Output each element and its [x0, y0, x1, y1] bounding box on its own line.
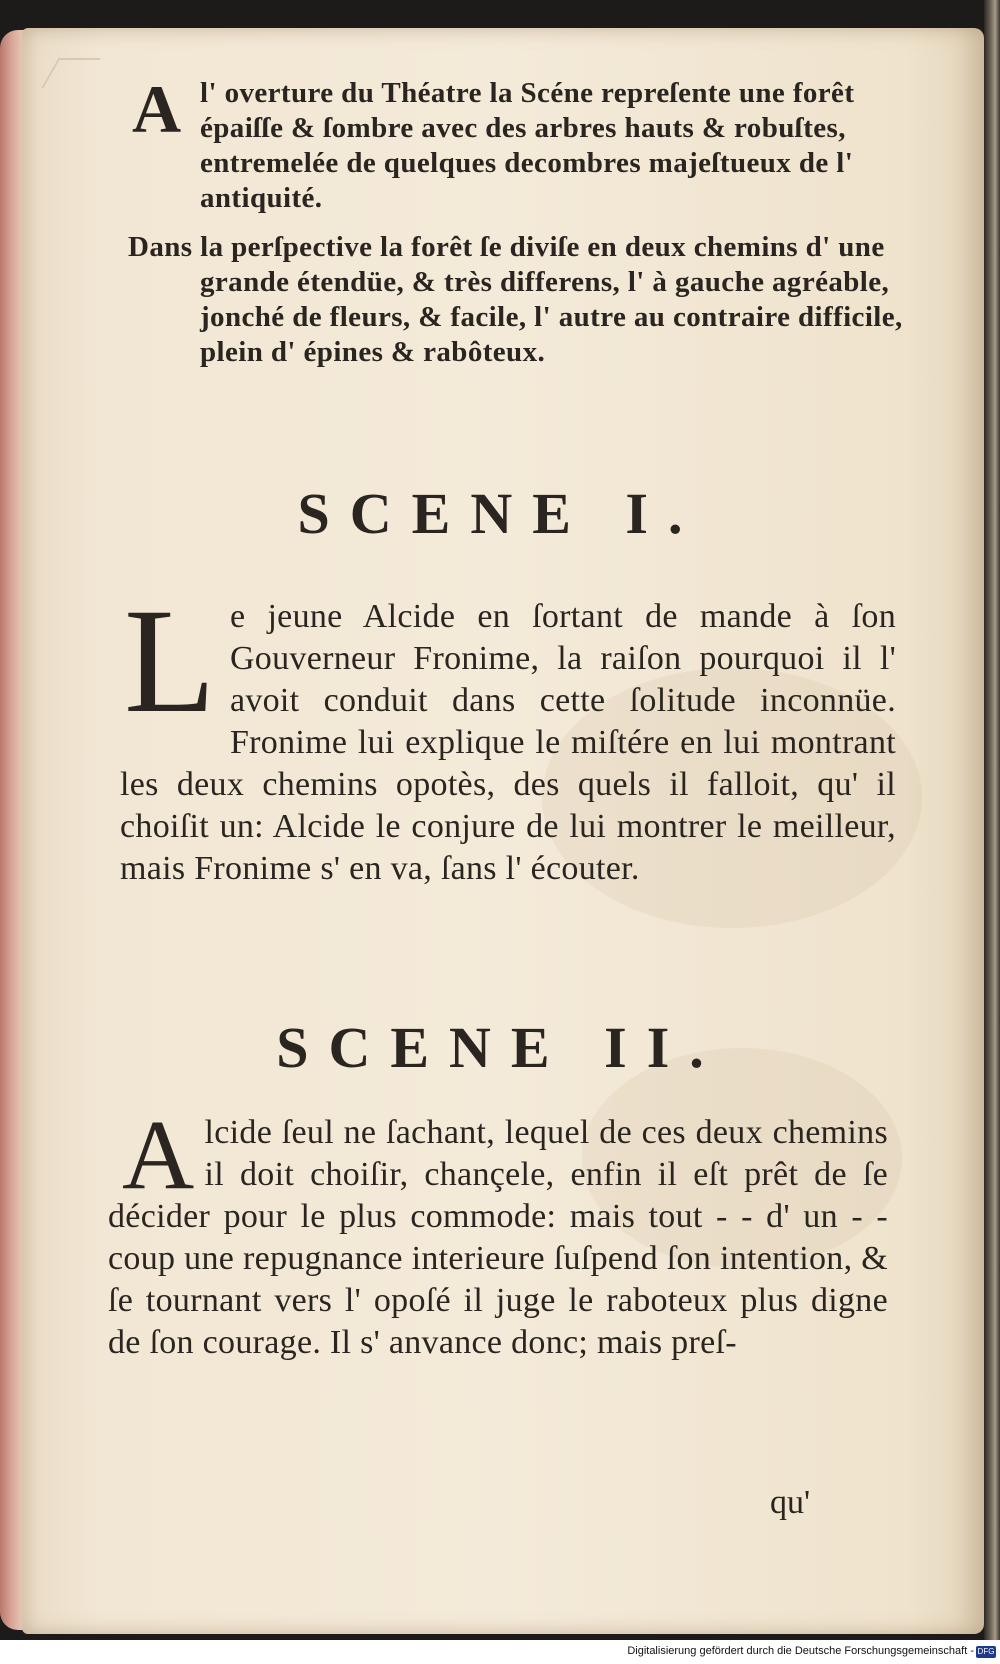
stage-direction-paragraph-1 — [128, 71, 910, 216]
scene-2-paragraph: lcide ſeul ne ſachant, lequel de ces deux chemins il doit choiſir, chançele, enfin il eſt prêt de ſe décider pour le plus commode: mais tout - - d' un - - coup une repugnance interieure ſuſpend ſon intention, & ſe tournant vers l' opoſé il juge le raboteux plus digne de ſon courage. Il s' anvance donc; mais preſ- — [108, 1114, 888, 1361]
drop-cap: L — [124, 578, 216, 744]
page-corner-fold — [41, 58, 100, 88]
drop-cap: A — [122, 1099, 195, 1210]
catchword: qu' — [770, 1484, 811, 1521]
scene-2-text — [108, 1099, 888, 1364]
dfg-logo: DFG — [977, 1647, 995, 1656]
scene-1-paragraph: e jeune Alcide en ſortant de mande à ſon Gouverneur Fronime, la raiſon pourquoi il l' avoit conduit dans cette ſolitude inconnüe. Fronime lui explique le miſtére en lui montrant les deux chemins opotès, des quels il falloit, qu' il choiſit un: Alcide le conjure de lui montrer le meilleur, mais Fronime s' en va, ſans l' écouter. — [120, 598, 896, 887]
digitization-credit: Digitalisierung gefördert durch die Deutsche Forschungsgemeinschaft - — [627, 1645, 974, 1657]
stage-direction-text: Dans la perſpective la forêt ſe diviſe en deux chemins d' une grande étendüe, & très differens, l' à gauche agréable, jonché de fleurs, & facile, l' autre au contraire difficile, plein d' épines & rabôteux. — [128, 231, 903, 368]
stage-direction-paragraph-2 — [128, 230, 910, 370]
adjacent-page-edge — [984, 0, 1000, 1640]
scene-1-text — [120, 578, 896, 890]
drop-cap: A — [132, 71, 182, 147]
scene-2-title: SCENE II. — [276, 1015, 724, 1080]
stage-direction-text: l' overture du Théatre la Scéne repreſente une forêt épaiſſe & ſombre avec des arbres hauts & robuſtes, entremelée de quelques decombres majeſtueux de l' antiquité. — [200, 77, 855, 214]
scene-1-title: SCENE I. — [297, 481, 703, 546]
stage-direction — [128, 71, 910, 370]
